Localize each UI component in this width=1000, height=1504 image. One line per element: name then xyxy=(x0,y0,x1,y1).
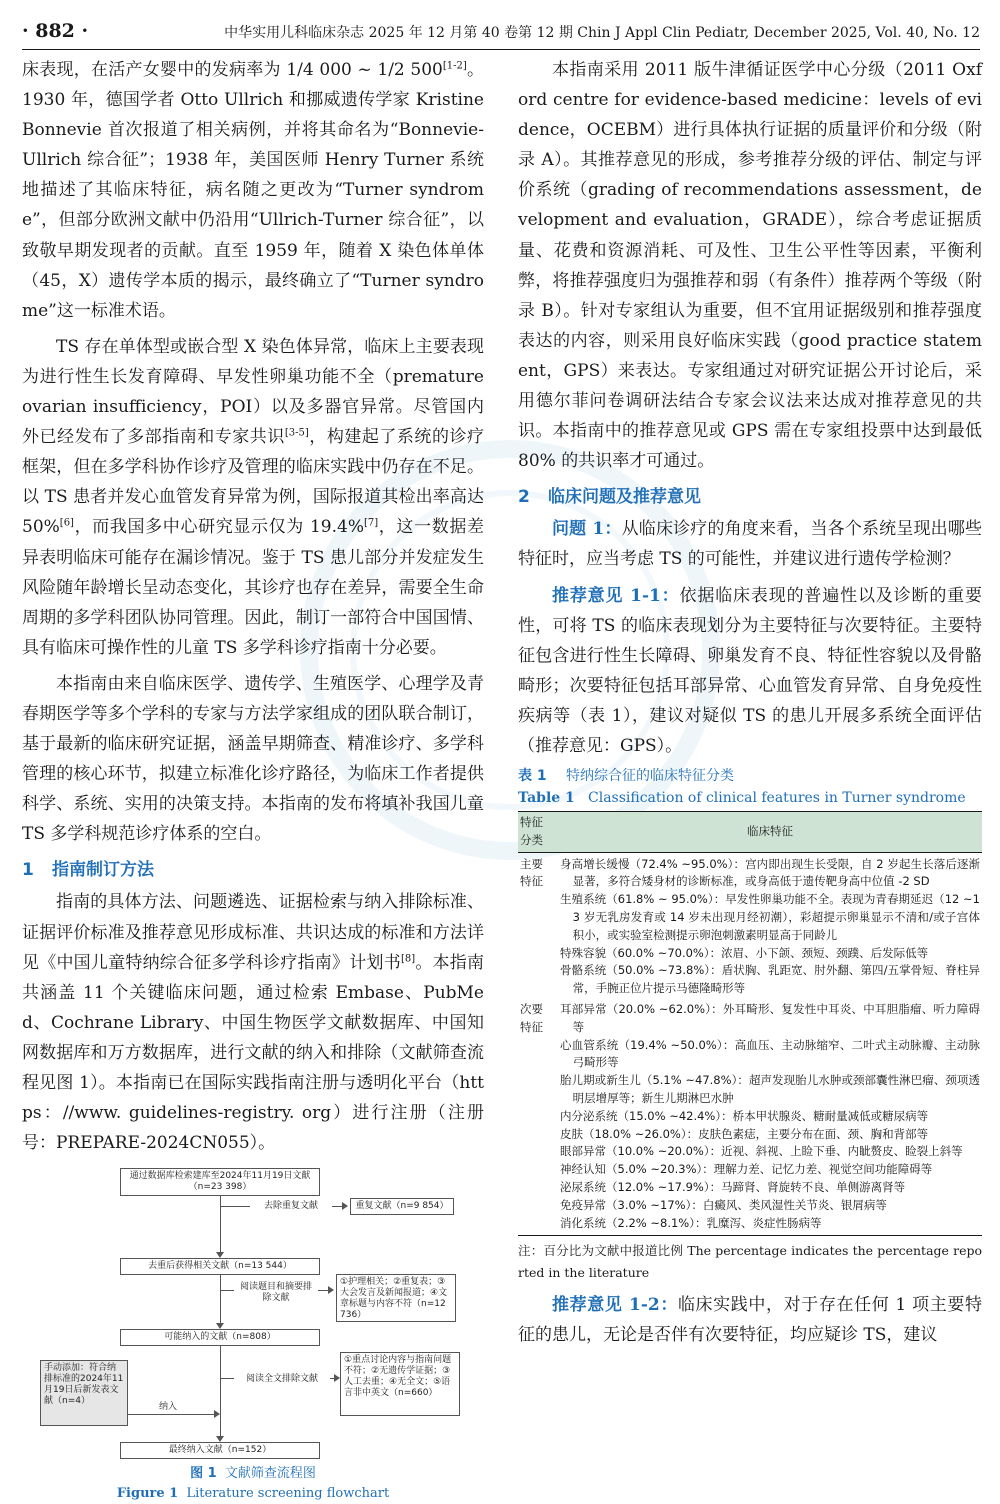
feature-text: 皮肤（18.0% ~26.0%）：皮肤色素痣，主要分布在面、颈、胸和背部等 xyxy=(560,1126,929,1141)
right-column xyxy=(518,55,982,1351)
table-row xyxy=(518,1161,982,1179)
flow-line xyxy=(220,1206,250,1207)
table-cell-category xyxy=(518,891,558,944)
flow-box-search: 通过数据库检索建库至2024年11月19日文献（n=23 398） xyxy=(120,1168,320,1196)
table-row xyxy=(518,1197,982,1215)
recommendation-1-1: 推荐意见 1-1：依据临床表现的普遍性以及诊断的重要性，可将 TS 的临床表现划分为主要特征与次要特征。主要特征包含进行性生长障碍、卵巢发育不良、特征性容貌以及骨骼畸形；次要特征包括耳部异常、心血管发育异常、自身免疫性疾病等（表 1），建议对疑似 TS 的患儿开展多系统全面评估（推荐意见：GPS）。 xyxy=(518,585,982,756)
flow-box-excluded-2: ①重点讨论内容与指南问题不符；②无遗传学证据；③人工去重；④无全文；⑤语言非中英文（n=660） xyxy=(340,1352,460,1416)
table-cell-category xyxy=(518,1215,558,1236)
flow-line xyxy=(220,1346,221,1438)
table-cell-feature xyxy=(558,1037,982,1073)
feature-text: 身高增长缓慢（72.4% ~95.0%）：宫内即出现生长受限，自 2 岁起生长落后逐渐显著，多符合矮身材的诊断标准，或身高低于遗传靶身高中位值 -2 SD xyxy=(560,856,980,889)
feature-text: 神经认知（5.0% ~20.3%）：理解力差、记忆力差、视觉空间功能障碍等 xyxy=(560,1162,933,1177)
flow-box-after-dedup: 去重后获得相关文献（n=13 544） xyxy=(120,1258,320,1275)
table-cell-feature xyxy=(558,962,982,998)
flow-arrow xyxy=(342,1202,348,1210)
flow-box-manual: 手动添加：符合纳排标准的2024年11月19日后新发表文献（n=4） xyxy=(40,1360,128,1426)
features-table xyxy=(518,811,982,1236)
table-cell-feature xyxy=(558,1108,982,1126)
citation[interactable]: [6] xyxy=(59,517,74,529)
flow-box-final: 最终纳入文献（n=152） xyxy=(120,1442,320,1459)
table-caption-en: Table 1 Classification of clinical features in Turner syndrome xyxy=(518,790,966,807)
feature-text: 骨骼系统（50.0% ~73.8%）：盾状胸、乳距宽、肘外翻、第四/五掌骨短、脊柱异常，手腕正位片提示马德隆畸形等 xyxy=(560,963,980,996)
table-cell-category xyxy=(518,1072,558,1108)
table-row xyxy=(518,962,982,998)
paragraph: 本指南采用 2011 版牛津循证医学中心分级（2011 Oxford centre for evidence-based medicine：levels of evidence，OCEBM）进行具体执行证据的质量评价和分级（附录 A）。其推荐意见的形成，参考推荐分级的评估、制定与评价系统（grading of recommendations assessment，development and evaluation，GRADE），综合考虑证据质量、花费和资源消耗、可及性、卫生公平性等因素，平衡利弊，将推荐强度归为强推荐和弱（有条件）推荐两个等级（附录 B）。针对专家组认为重要，但不宜用证据级别和推荐强度表达的内容，则采用良好临床实践（good practice statement，GPS）来表达。专家组通过对研究证据公开讨论后，采用德尔菲问卷调研法结合专家会议法来达成对推荐意见的共识。本指南中的推荐意见或 GPS 需在专家组投票中达到最低 80% 的共识率才可通过。 xyxy=(518,60,982,472)
section-heading-1: 1 指南制订方法 xyxy=(22,860,154,881)
flow-side-fulltext: 阅读全文排除文献 xyxy=(234,1372,330,1386)
header-rule xyxy=(22,49,980,50)
table-cell-feature xyxy=(558,1126,982,1144)
flow-label-include: 纳入 xyxy=(138,1400,198,1413)
flow-side-dedup: 去除重复文献 xyxy=(250,1199,332,1214)
table-cell-category xyxy=(518,1179,558,1197)
citation[interactable]: [8] xyxy=(400,952,416,964)
feature-text: 生殖系统（61.8% ~ 95.0%）：早发性卵巢功能不全。表现为青春期延迟（12 ~13 岁无乳房发育或 14 岁未出现月经初潮），彩超提示卵巢显示不清和/或子宫体积小，或实验室检测提示卵泡刺激素明显高于同龄儿 xyxy=(560,892,980,942)
table-row xyxy=(518,998,982,1037)
table-cell-category xyxy=(518,1143,558,1161)
table-header-category: 特征 分类 xyxy=(518,812,558,853)
left-column xyxy=(22,55,484,1504)
feature-text: 消化系统（2.2% ~8.1%）：乳糜泻、炎症性肠病等 xyxy=(560,1215,822,1230)
table-note: 注：百分比为文献中报道比例 The percentage indicates the percentage reported in the literature xyxy=(518,1243,982,1281)
flowchart-figure xyxy=(22,1164,484,1464)
flow-arrow xyxy=(328,1286,334,1294)
journal-info: 中华实用儿科临床杂志 2025 年 12 月第 40 卷第 12 期 Chin J Appl Clin Pediatr, December 2025, Vol. 40, No. 12 xyxy=(224,25,980,41)
flow-line xyxy=(318,1290,328,1291)
recommendation-1-2: 推荐意见 1-2：临床实践中，对于存在任何 1 项主要特征的患儿，无论是否伴有次要特征，均应疑诊 TS，建议 xyxy=(518,1295,982,1346)
flow-line xyxy=(128,1414,214,1415)
flow-line xyxy=(220,1196,221,1256)
table-header-row xyxy=(518,812,982,853)
table-caption-cn: 表 1 特纳综合征的临床特征分类 xyxy=(518,768,734,785)
table-row xyxy=(518,1037,982,1073)
paragraph: 本指南由来自临床医学、遗传学、生殖医学、心理学及青春期医学等多个学科的专家与方法学家组成的团队联合制订，基于最新的临床研究证据，涵盖早期筛查、精准诊疗、多学科管理的核心环节，拟建立标准化诊疗路径，为临床工作者提供科学、系统、实用的决策支持。本指南的发布将填补我国儿童 TS 多学科规范诊疗体系的空白。 xyxy=(22,673,484,845)
table-row xyxy=(518,945,982,963)
table-row xyxy=(518,1108,982,1126)
feature-text: 胎儿期或新生儿（5.1% ~47.8%）：超声发现胎儿水肿或颈部囊性淋巴瘤、颈项透明层增厚等；新生儿期淋巴水肿 xyxy=(560,1073,980,1106)
table-row xyxy=(518,1143,982,1161)
figure-caption: 图 1 文献筛查流程图 Figure 1 Literature screening flowchart xyxy=(116,1466,390,1502)
table-cell-category xyxy=(518,1108,558,1126)
table-cell-feature xyxy=(558,891,982,944)
table-header-features: 临床特征 xyxy=(558,812,982,853)
flow-line xyxy=(220,1378,234,1379)
flow-line xyxy=(220,1290,234,1291)
feature-text: 耳部异常（20.0% ~62.0%）：外耳畸形、复发性中耳炎、中耳胆脂瘤、听力障碍等 xyxy=(560,1002,980,1034)
flow-side-title-abstract: 阅读题目和摘要排除文献 xyxy=(234,1280,318,1304)
table-cell-feature xyxy=(558,852,982,891)
feature-text: 免疫异常（3.0% ~17%）：白癜风、类风湿性关节炎、银屑病等 xyxy=(560,1197,887,1212)
paragraph: 床表现，在活产女婴中的发病率为 1/4 000 ~ 1/2 500[1-2]。1930 年，德国学者 Otto Ullrich 和挪威遗传学家 Kristine Bonnevie 首次报道了相关病例，并将其命名为“Bonnevie-Ullrich 综合征”；1938 年，美国医师 Henry Turner 系统地描述了其临床特征，病名随之更改为“Turner syndrome”，但部分欧洲文献中仍沿用“Ullrich-Turner 综合征”，以致敬早期发现者的贡献。直至 1959 年，随着 X 染色体单体（45，X）遗传学本质的揭示，最终确立了“Turner syndrome”这一标准术语。 xyxy=(22,60,484,321)
paragraph: 指南的具体方法、问题遴选、证据检索与纳入排除标准、证据评价标准及推荐意见形成标准、共识达成的标准和方法详见《中国儿童特纳综合征多学科诊疗指南》计划书[8]。本指南共涵盖 11 个关键临床问题，通过检索 Embase、PubMed、Cochrane Library、中国生物医学文献数据库、中国知网数据库和万方数据库，进行文献的纳入和排除（文献筛查流程见图 1）。本指南已在国际实践指南注册与透明化平台（https：//www. guidelines-registry. org）进行注册（注册号：PREPARE-2024CN055）。 xyxy=(22,892,485,1154)
table-cell-feature xyxy=(558,1197,982,1215)
feature-text: 泌尿系统（12.0% ~17.9%）：马蹄肾、肾旋转不良、单侧游离肾等 xyxy=(560,1180,906,1194)
flow-box-excluded-1: ①护理相关；②重复表；③大会发言及新闻报道；④文章标题与内容不符（n=12 736） xyxy=(336,1274,456,1322)
section-heading-2: 2 临床问题及推荐意见 xyxy=(518,487,701,508)
table-cell-category xyxy=(518,1197,558,1215)
table-cell-category: 次要 特征 xyxy=(520,1002,543,1034)
page-number: · 882 · xyxy=(22,20,89,42)
table-cell-feature xyxy=(558,1143,982,1161)
citation[interactable]: [3-5] xyxy=(284,427,309,439)
table-cell-feature xyxy=(558,1215,982,1236)
table-cell-category xyxy=(518,945,558,963)
paragraph: TS 存在单体型或嵌合型 X 染色体异常，临床上主要表现为进行性生长发育障碍、早发性卵巢功能不全（premature ovarian insufficiency，POI）以及多器官异常。尽管国内外已经发布了多部指南和专家共识[3-5]，构建起了系统的诊疗框架，但在多学科协作诊疗及管理的临床实践中仍存在不足。以 TS 患者并发心血管发育异常为例，国际报道其检出率高达 50%[6]，而我国多中心研究显示仅为 19.4%[7]，这一数据差异表明临床可能存在漏诊情况。鉴于 TS 患儿部分并发症发生风险随年龄增长呈动态变化，其诊疗也存在差异，需要全生命周期的多学科团队协同管理。因此，制订一部符合中国国情、具有临床可操作性的儿童 TS 多学科诊疗指南十分必要。 xyxy=(22,336,485,658)
table-cell-category xyxy=(518,962,558,998)
feature-text: 心血管系统（19.4% ~50.0%）：高血压、主动脉缩窄、二叶式主动脉瓣、主动脉弓畸形等 xyxy=(560,1037,980,1070)
table-cell-feature xyxy=(558,1072,982,1108)
table-cell-category: 主要 特征 xyxy=(520,856,543,889)
feature-text: 特殊容貌（60.0% ~70.0%）：浓眉、小下颌、颈短、颈蹼、后发际低等 xyxy=(560,945,929,960)
table-cell-category xyxy=(518,1126,558,1144)
table-row xyxy=(518,852,982,891)
table-cell-category xyxy=(518,1037,558,1073)
table-cell-feature xyxy=(558,998,982,1037)
table-row xyxy=(518,1179,982,1197)
feature-text: 内分泌系统（15.0% ~42.4%）：桥本甲状腺炎、糖耐量减低或糖尿病等 xyxy=(560,1108,929,1123)
flow-box-possible: 可能纳入的文献（n=808） xyxy=(120,1329,320,1346)
table-cell-feature xyxy=(558,1179,982,1197)
citation[interactable]: [1-2] xyxy=(442,60,467,72)
page-header xyxy=(22,16,980,50)
table-row xyxy=(518,1072,982,1108)
flow-line xyxy=(220,1275,221,1327)
flow-arrow xyxy=(214,1410,220,1418)
table-row xyxy=(518,1215,982,1236)
flow-box-duplicates: 重复文献（n=9 854） xyxy=(350,1198,454,1215)
table-cell-feature xyxy=(558,945,982,963)
table-row xyxy=(518,1126,982,1144)
citation[interactable]: [7] xyxy=(363,517,379,529)
table-row xyxy=(518,891,982,944)
flow-line xyxy=(332,1206,342,1207)
question-1: 问题 1：从临床诊疗的角度来看，当各个系统呈现出哪些特征时，应当考虑 TS 的可能性，并建议进行遗传学检测？ xyxy=(518,519,983,570)
table-cell-feature xyxy=(558,1161,982,1179)
table-cell-category xyxy=(518,1161,558,1179)
feature-text: 眼部异常（10.0% ~20.0%）：近视、斜视、上睑下垂、内眦赘皮、睑裂上斜等 xyxy=(560,1144,963,1159)
